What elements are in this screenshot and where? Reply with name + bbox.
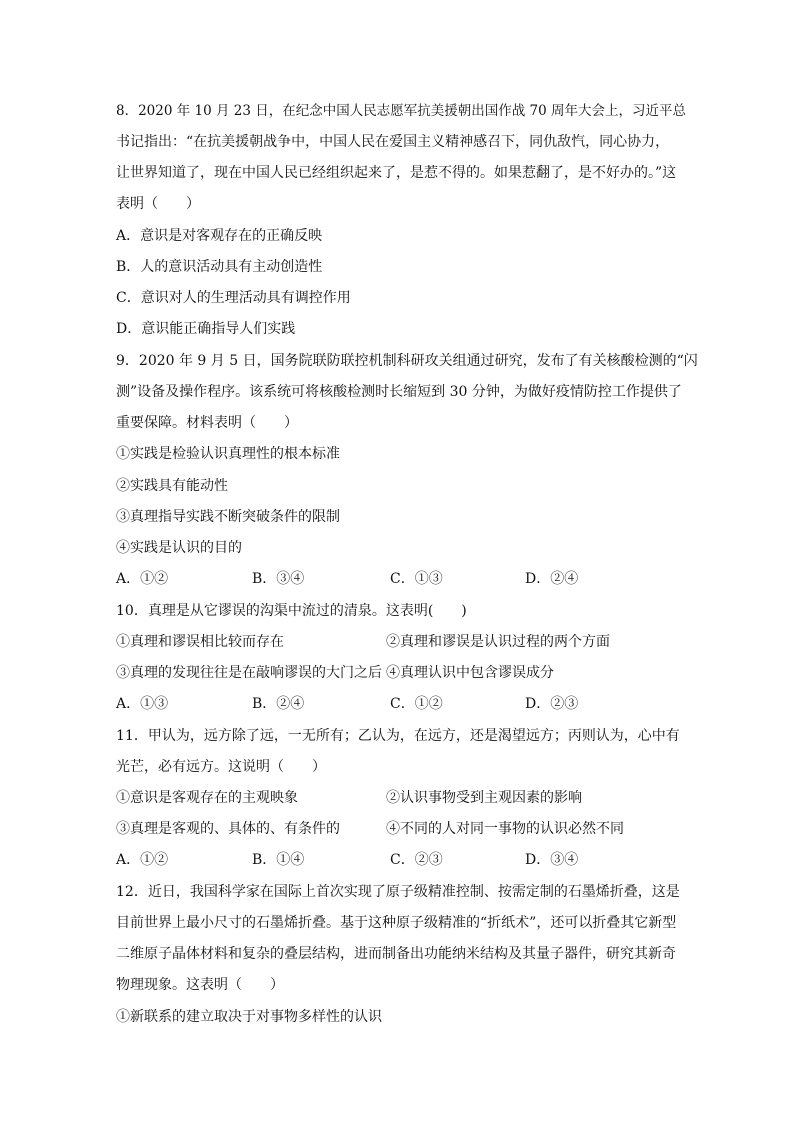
answer-d: D．②④	[525, 571, 579, 587]
choice-b: B．人的意识活动具有主动创造性	[116, 259, 323, 275]
choice-c: C．意识对人的生理活动具有调控作用	[116, 290, 351, 306]
statement-2: ②真理和谬误是认识过程的两个方面	[386, 634, 610, 650]
question-stem-line: 重要保障。材料表明（ ）	[116, 415, 298, 431]
answer-c: C．②③	[390, 852, 443, 868]
statement-1: ①实践是检验认识真理性的根本标准	[116, 446, 340, 462]
statement-3: ③真理指导实践不断突破条件的限制	[116, 509, 340, 525]
answer-d: D．③④	[525, 852, 579, 868]
statement-3: ③真理是客观的、具体的、有条件的	[116, 821, 340, 837]
question-stem-line: 9．2020 年 9 月 5 日，国务院联防联控机制科研攻关组通过研究，发布了有关核酸检测的“闪	[116, 353, 698, 369]
statement-1: ①意识是客观存在的主观映象	[116, 790, 298, 806]
statement-3: ③真理的发现往往是在敲响谬误的大门之后	[116, 665, 382, 681]
question-stem-line: 12．近日，我国科学家在国际上首次实现了原子级精准控制、按需定制的石墨烯折叠，这是	[116, 884, 680, 900]
question-stem-line: 8．2020 年 10 月 23 日，在纪念中国人民志愿军抗美援朝出国作战 70 周年大会上，习近平总	[116, 103, 687, 119]
answer-c: C．①③	[390, 571, 443, 587]
question-stem-line: 表明（ ）	[116, 196, 200, 212]
question-stem-line: 测”设备及操作程序。该系统可将核酸检测时长缩短到 30 分钟，为做好疫情防控工作提供了	[116, 384, 682, 400]
statement-4: ④实践是认识的目的	[116, 540, 242, 556]
question-stem-line: 目前世界上最小尺寸的石墨烯折叠。基于这种原子级精准的“折纸术”，还可以折叠其它新型	[116, 915, 677, 931]
question-stem-line: 光芒，必有远方。这说明（ ）	[116, 759, 326, 775]
answer-b: B．③④	[252, 571, 305, 587]
question-stem-line: 书记指出：“在抗美援朝战争中，中国人民在爱国主义精神感召下，同仇敌忾，同心协力，	[116, 134, 670, 150]
statement-2: ②认识事物受到主观因素的影响	[386, 790, 582, 806]
answer-a: A．①②	[116, 852, 169, 868]
statement-4: ④不同的人对同一事物的认识必然不同	[386, 821, 624, 837]
question-stem-line: 11．甲认为，远方除了远，一无所有；乙认为，在远方，还是渴望远方；丙则认为，心中有	[116, 728, 680, 744]
statement-2: ②实践具有能动性	[116, 478, 228, 494]
answer-a: A．①③	[116, 696, 169, 712]
answer-b: B．②④	[252, 696, 305, 712]
question-stem-line: 让世界知道了，现在中国人民已经组织起来了，是惹不得的。如果惹翻了，是不好办的。”这	[116, 165, 677, 181]
answer-a: A．①②	[116, 571, 169, 587]
statement-1: ①新联系的建立取决于对事物多样性的认识	[116, 1009, 382, 1025]
statement-4: ④真理认识中包含谬误成分	[386, 665, 554, 681]
question-stem-line: 10．真理是从它谬误的沟渠中流过的清泉。这表明( )	[116, 603, 467, 619]
answer-c: C．①②	[390, 696, 443, 712]
choice-d: D．意识能正确指导人们实践	[116, 321, 296, 337]
question-stem-line: 二维原子晶体材料和复杂的叠层结构，进而制备出功能纳米结构及其量子器件，研究其新奇	[116, 946, 676, 962]
statement-1: ①真理和谬误相比较而存在	[116, 634, 284, 650]
choice-a: A．意识是对客观存在的正确反映	[116, 228, 323, 244]
answer-b: B．①④	[252, 852, 305, 868]
answer-d: D．②③	[525, 696, 579, 712]
question-stem-line: 物理现象。这表明（ ）	[116, 977, 284, 993]
